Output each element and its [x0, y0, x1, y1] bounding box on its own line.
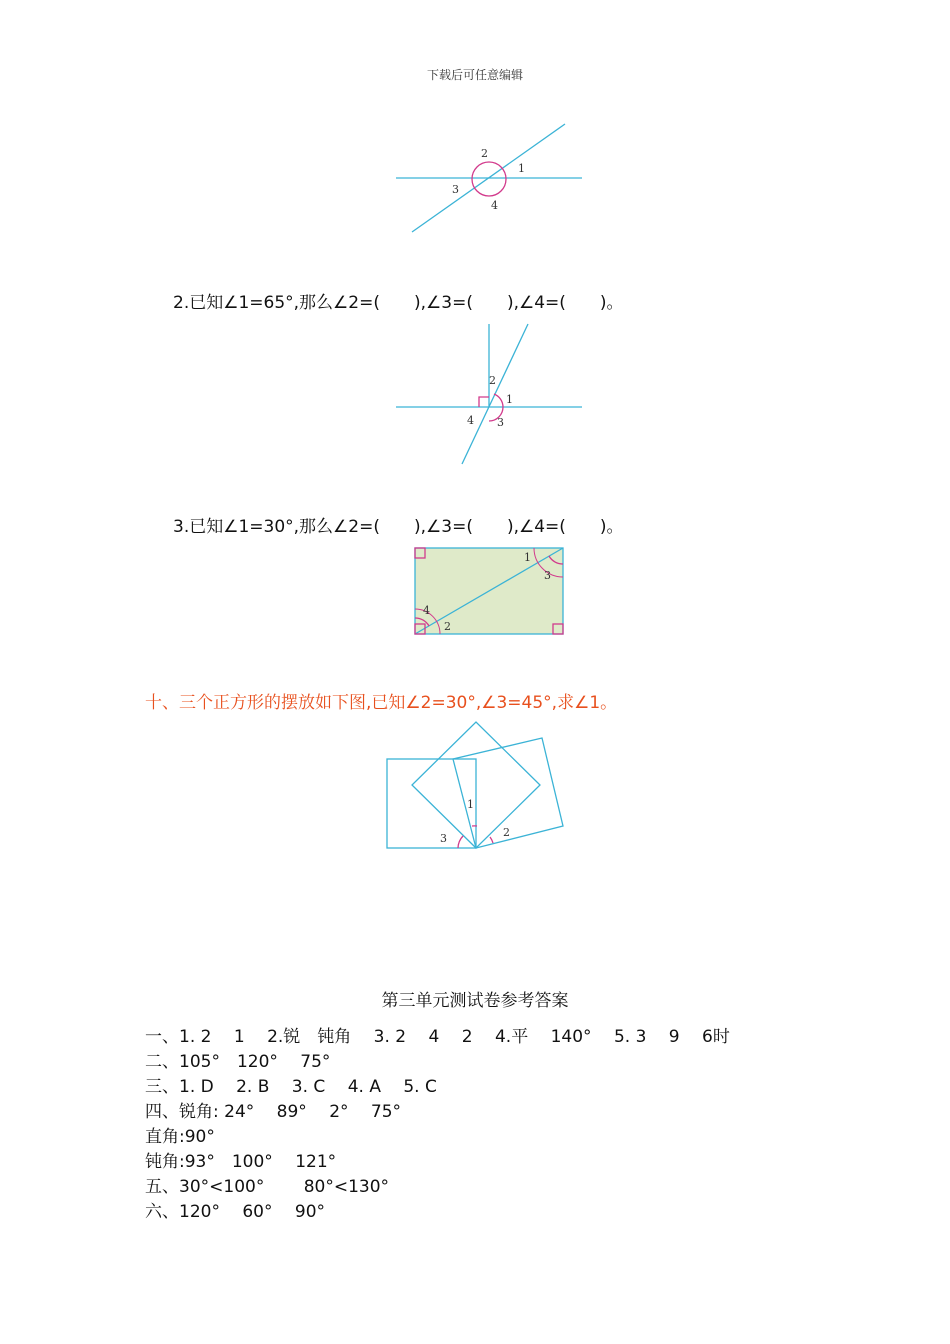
angle-label-3: 3	[497, 416, 504, 429]
angle-label-1: 1	[467, 798, 474, 811]
question-3: 3.已知∠1=30°,那么∠2=( ),∠3=( ),∠4=( )。	[173, 517, 624, 537]
angle-label-2: 2	[444, 620, 451, 633]
answer-line-7: 五、30°<100° 80°<130°	[145, 1177, 390, 1197]
answer-line-5: 直角:90°	[145, 1127, 215, 1147]
angle-label-3: 3	[544, 569, 551, 582]
answer-line-3: 三、1. D 2. B 3. C 4. A 5. C	[145, 1077, 437, 1097]
angle-label-1: 1	[506, 393, 513, 406]
angle-label-2: 2	[489, 374, 496, 387]
page-header: 下载后可任意编辑	[426, 68, 523, 82]
answers-title: 第三单元测试卷参考答案	[381, 991, 569, 1011]
angle-label-4: 4	[467, 414, 474, 427]
answer-line-8: 六、120° 60° 90°	[145, 1202, 326, 1222]
answer-line-1: 一、1. 2 1 2.锐 钝角 3. 2 4 2 4.平 140° 5. 3 9 6时	[145, 1027, 730, 1047]
angle-label-3: 3	[452, 183, 459, 196]
answer-line-4: 四、锐角: 24° 89° 2° 75°	[145, 1102, 402, 1122]
figure-three-squares	[380, 716, 570, 856]
angle-label-1: 1	[518, 162, 525, 175]
angle-label-4: 4	[423, 604, 430, 617]
angle-label-4: 4	[491, 199, 498, 212]
answer-line-2: 二、105° 120° 75°	[145, 1052, 331, 1072]
figure-intersecting-lines-1	[390, 118, 590, 238]
angle-label-2: 2	[481, 147, 488, 160]
angle-label-1: 1	[524, 551, 531, 564]
angle-label-2: 2	[503, 826, 510, 839]
figure-rectangle-diagonal	[410, 544, 570, 640]
question-10: 十、三个正方形的摆放如下图,已知∠2=30°,∠3=45°,求∠1。	[145, 693, 618, 713]
answer-line-6: 钝角:93° 100° 121°	[145, 1152, 337, 1172]
figure-intersecting-lines-2	[390, 318, 590, 468]
question-2: 2.已知∠1=65°,那么∠2=( ),∠3=( ),∠4=( )。	[173, 293, 624, 313]
angle-label-3: 3	[440, 832, 447, 845]
